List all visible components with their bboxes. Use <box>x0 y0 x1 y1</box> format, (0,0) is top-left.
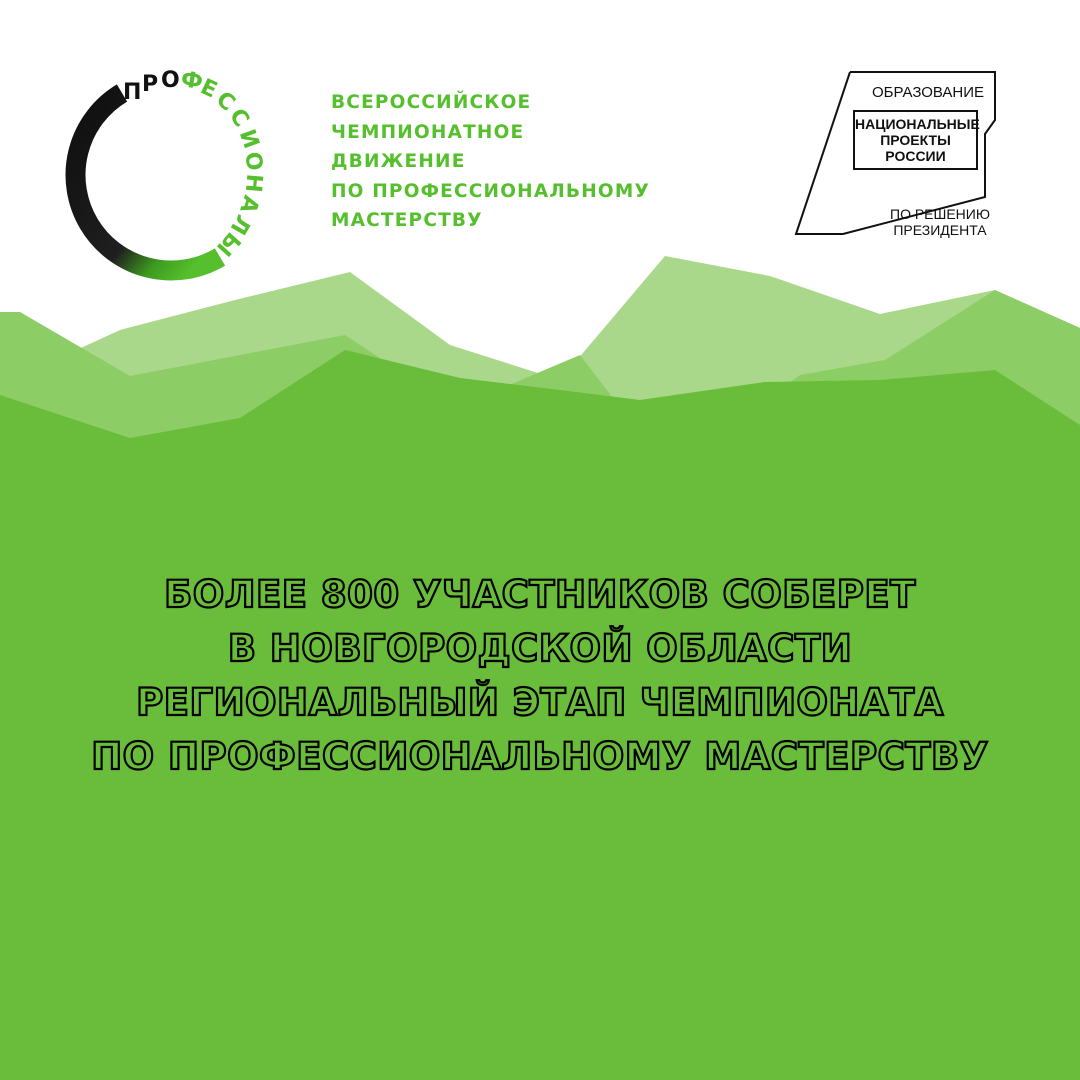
svg-text:Л: Л <box>224 210 256 239</box>
badge-box-line: НАЦИОНАЛЬНЫЕ <box>855 116 980 132</box>
svg-text:О: О <box>161 68 180 93</box>
subtitle-line: ВСЕРОССИЙСКОЕ <box>331 92 532 113</box>
subtitle-line: ЧЕМПИОНАТНОЕ <box>331 121 525 143</box>
headline-line: РЕГИОНАЛЬНЫЙ ЭТАП ЧЕМПИОНАТА <box>136 681 944 724</box>
logo-wordmark <box>123 67 267 261</box>
professionaly-logo <box>60 55 300 285</box>
badge-decree-line: ПО РЕШЕНИЮ <box>890 206 991 222</box>
badge-box-line: РОССИИ <box>885 148 946 164</box>
svg-text:А: А <box>234 192 264 217</box>
badge-education-label: ОБРАЗОВАНИЕ <box>872 84 985 101</box>
badge-decree-label <box>890 206 990 238</box>
badge-decree-line: ПРЕЗИДЕНТА <box>893 222 987 238</box>
svg-text:Н: Н <box>239 172 267 194</box>
championship-movement-text <box>331 88 650 236</box>
subtitle-line: ДВИЖЕНИЕ <box>331 151 466 172</box>
headline-line: В НОВГОРОДСКОЙ ОБЛАСТИ <box>227 627 853 670</box>
svg-text:Р: Р <box>142 72 159 97</box>
svg-text:Е: Е <box>196 74 221 104</box>
svg-text:С: С <box>223 104 254 132</box>
svg-text:Ф: Ф <box>178 66 205 96</box>
svg-text:П: П <box>123 80 142 105</box>
svg-text:С: С <box>211 86 240 117</box>
svg-text:О: О <box>239 150 267 173</box>
badge-national-projects-box <box>853 110 978 170</box>
subtitle-line: МАСТЕРСТВУ <box>331 210 483 231</box>
logo-ring-icon <box>76 93 220 271</box>
headline-line: ПО ПРОФЕССИОНАЛЬНОМУ МАСТЕРСТВУ <box>91 735 989 778</box>
headline <box>0 568 1080 784</box>
svg-text:Ы: Ы <box>211 226 245 261</box>
badge-box-line: ПРОЕКТЫ <box>880 132 951 148</box>
subtitle-line: ПО ПРОФЕССИОНАЛЬНОМУ <box>331 180 650 202</box>
svg-text:И: И <box>233 126 264 153</box>
headline-line: БОЛЕЕ 800 УЧАСТНИКОВ СОБЕРЕТ <box>164 573 916 616</box>
